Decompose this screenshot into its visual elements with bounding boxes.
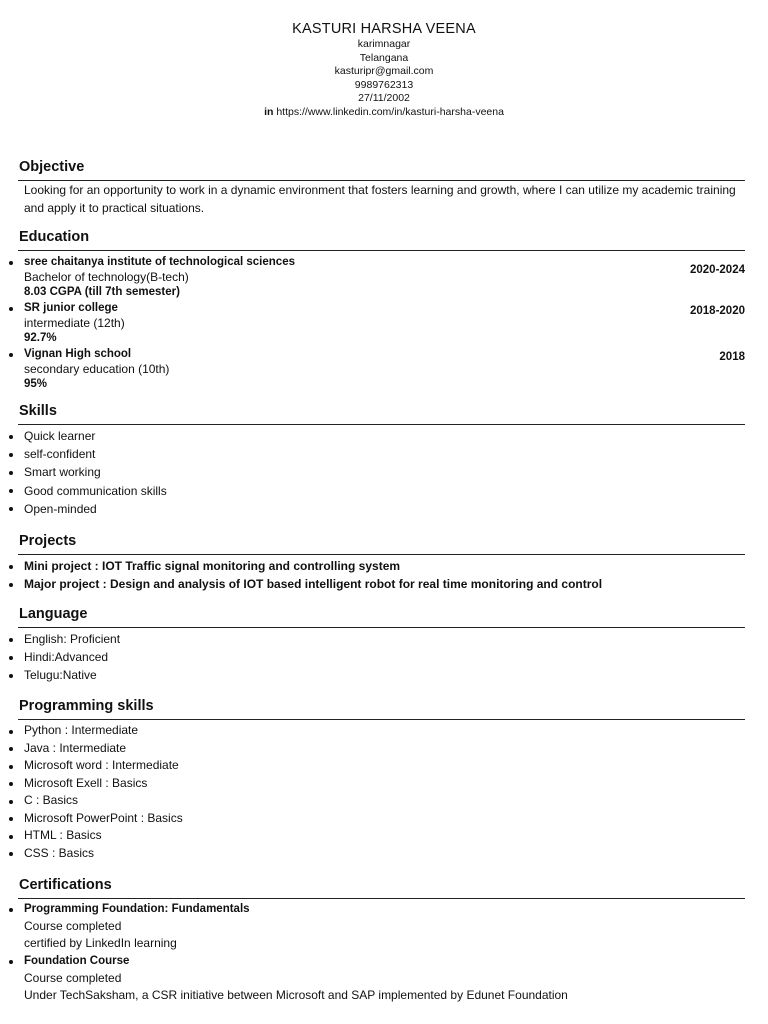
date-of-birth: 27/11/2002 — [358, 92, 410, 105]
certification-status: Course completed — [24, 919, 122, 934]
education-degree: intermediate (12th) — [24, 316, 125, 330]
education-title: Education — [19, 229, 90, 245]
education-score: 95% — [24, 378, 48, 390]
certification-detail: certified by LinkedIn learning — [24, 936, 177, 951]
certification-item — [18, 901, 745, 953]
resume-header — [0, 0, 768, 120]
programming-skill-item: Python : Intermediate — [18, 722, 745, 740]
phone: 9989762313 — [354, 78, 414, 91]
projects-section — [18, 532, 745, 593]
project-item: Major project : Design and analysis of IOT based intelligent robot for real time monitoring and control — [18, 575, 745, 593]
email[interactable]: kasturipr@gmail.com — [334, 65, 434, 78]
certifications-section — [18, 876, 745, 1004]
projects-list — [18, 555, 745, 593]
candidate-name: KASTURI HARSHA VEENA — [292, 21, 476, 37]
certification-detail: Under TechSaksham, a CSR initiative between Microsoft and SAP implemented by Edunet Foundation — [24, 988, 568, 1003]
certification-status: Course completed — [24, 970, 122, 985]
objective-text: Looking for an opportunity to work in a dynamic environment that fosters learning and growth, where I can utilize my academic training and apply it to practical situations. — [24, 183, 736, 215]
objective-title: Objective — [19, 159, 85, 175]
skills-title: Skills — [19, 403, 57, 419]
linkedin-url[interactable]: https://www.linkedin.com/in/kasturi-harsha-veena — [276, 105, 504, 118]
project-item: Mini project : IOT Traffic signal monitoring and controlling system — [18, 557, 745, 575]
education-degree: secondary education (10th) — [24, 362, 170, 376]
skill-item: self-confident — [18, 445, 745, 463]
education-item — [18, 255, 745, 300]
language-item: Hindi:Advanced — [18, 648, 745, 666]
programming-skills-title: Programming skills — [19, 698, 154, 714]
certification-item — [18, 953, 745, 1005]
education-institution: sree chaitanya institute of technological sciences — [24, 256, 295, 268]
education-section — [18, 228, 745, 393]
language-list — [18, 628, 745, 685]
education-score: 8.03 CGPA (till 7th semester) — [24, 286, 180, 298]
skills-list — [18, 425, 745, 518]
programming-skills-section — [18, 697, 745, 862]
certification-title: Foundation Course — [24, 954, 130, 967]
education-year: 2020-2024 — [690, 264, 745, 276]
programming-skill-item: C : Basics — [18, 792, 745, 810]
skill-item: Open-minded — [18, 500, 745, 518]
skill-item: Quick learner — [18, 427, 745, 445]
certifications-title: Certifications — [19, 877, 112, 893]
programming-skill-item: HTML : Basics — [18, 827, 745, 845]
education-institution: Vignan High school — [24, 348, 132, 360]
education-item — [18, 347, 745, 392]
programming-skills-list — [18, 720, 745, 862]
education-year: 2018-2020 — [690, 305, 745, 317]
projects-title: Projects — [19, 533, 77, 549]
skills-section — [18, 402, 745, 518]
education-score: 92.7% — [24, 332, 57, 344]
state: Telangana — [359, 51, 409, 64]
language-item: Telugu:Native — [18, 666, 745, 684]
programming-skill-item: Microsoft word : Intermediate — [18, 757, 745, 775]
programming-skill-item: CSS : Basics — [18, 845, 745, 863]
programming-skill-item: Microsoft Exell : Basics — [18, 775, 745, 793]
programming-skill-item: Microsoft PowerPoint : Basics — [18, 810, 745, 828]
education-institution: SR junior college — [24, 302, 118, 314]
certifications-list — [18, 899, 745, 1004]
linkedin-icon: in — [264, 105, 274, 118]
education-item — [18, 301, 745, 346]
language-title: Language — [19, 606, 88, 622]
skill-item: Smart working — [18, 463, 745, 481]
city: karimnagar — [357, 38, 411, 50]
education-degree: Bachelor of technology(B-tech) — [24, 270, 189, 284]
education-list — [18, 251, 745, 392]
skill-item: Good communication skills — [18, 482, 745, 500]
certification-title: Programming Foundation: Fundamentals — [24, 903, 250, 915]
language-section — [18, 605, 745, 685]
objective-section — [18, 158, 745, 217]
language-item: English: Proficient — [18, 630, 745, 648]
linkedin-row[interactable] — [0, 106, 768, 120]
programming-skill-item: Java : Intermediate — [18, 740, 745, 758]
education-year: 2018 — [719, 351, 745, 363]
